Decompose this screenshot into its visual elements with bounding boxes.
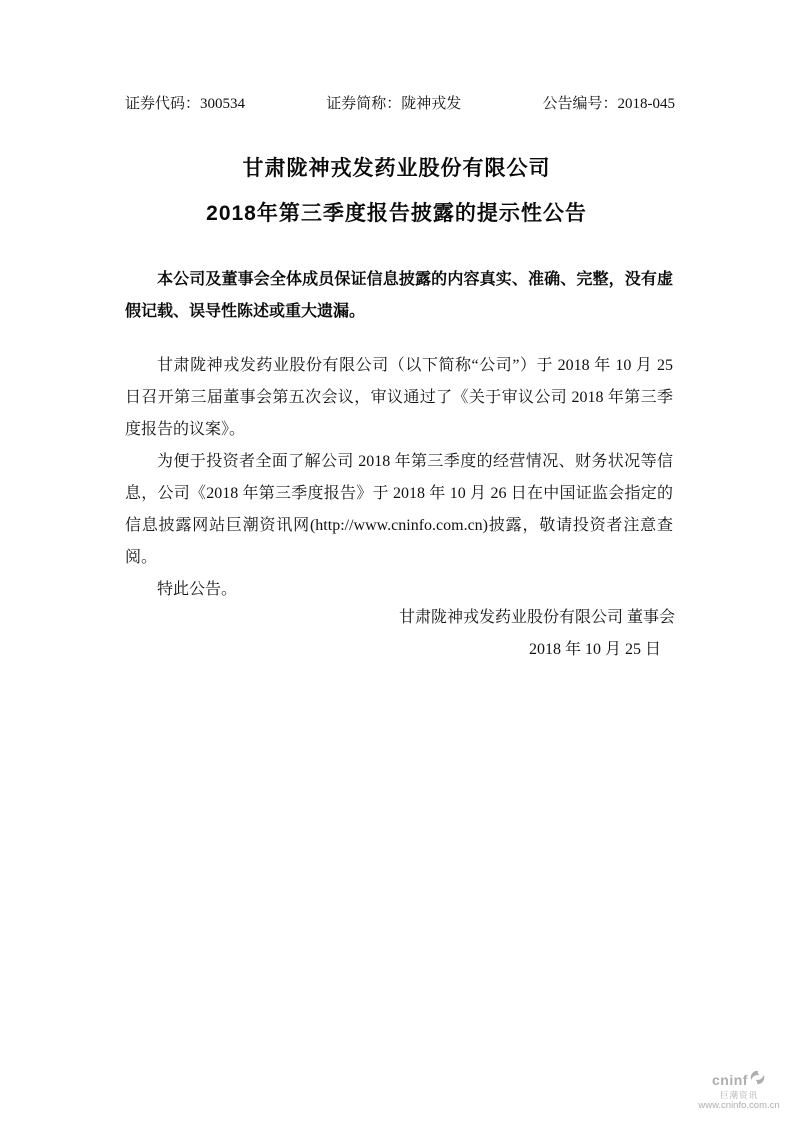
body-paragraph-3: 特此公告。 — [157, 581, 238, 598]
cninfo-brand-cn: 巨潮资讯 — [719, 1090, 758, 1101]
document-header — [125, 94, 675, 114]
stock-name: 证券简称：陇神戎发 — [326, 96, 462, 112]
cninfo-swirl-icon — [749, 1069, 766, 1091]
body-paragraph-2: 为便于投资者全面了解公司 2018 年第三季度的经营情况、财务状况等信息，公司《2018 年第三季度报告》于 2018 年 10 月 26 日在中国证监会指定的信息披露网站巨潮资讯网(http://www.cninfo.com.cn)披露，敬请投资者注意查阅。 — [125, 453, 673, 566]
signature-company: 甘肃陇神戎发药业股份有限公司 董事会 — [398, 609, 675, 626]
cninfo-logo-row — [689, 1069, 789, 1091]
board-statement: 本公司及董事会全体成员保证信息披露的内容真实、准确、完整，没有虚假记载、误导性陈述或重大遗漏。 — [125, 271, 673, 320]
cninfo-logo-text: cninf — [712, 1072, 748, 1089]
cninfo-watermark — [689, 1069, 789, 1112]
stock-code: 证券代码：300534 — [125, 96, 246, 112]
announcement-number: 公告编号：2018-045 — [542, 96, 675, 112]
cninfo-url: www.cninfo.com.cn — [698, 1100, 780, 1112]
signature-block — [125, 602, 675, 666]
body-paragraph-1: 甘肃陇神戎发药业股份有限公司（以下简称“公司”）于 2018 年 10 月 25 日召开第三届董事会第五次会议，审议通过了《关于审议公司 2018 年第三季度报告的议案》。 — [125, 357, 673, 438]
signature-date: 2018 年 10 月 25 日 — [528, 641, 661, 658]
page-title-subject: 2018年第三季度报告披露的提示性公告 — [206, 202, 587, 225]
body-text — [125, 350, 673, 606]
page-title-company: 甘肃陇神戎发药业股份有限公司 — [242, 157, 551, 180]
